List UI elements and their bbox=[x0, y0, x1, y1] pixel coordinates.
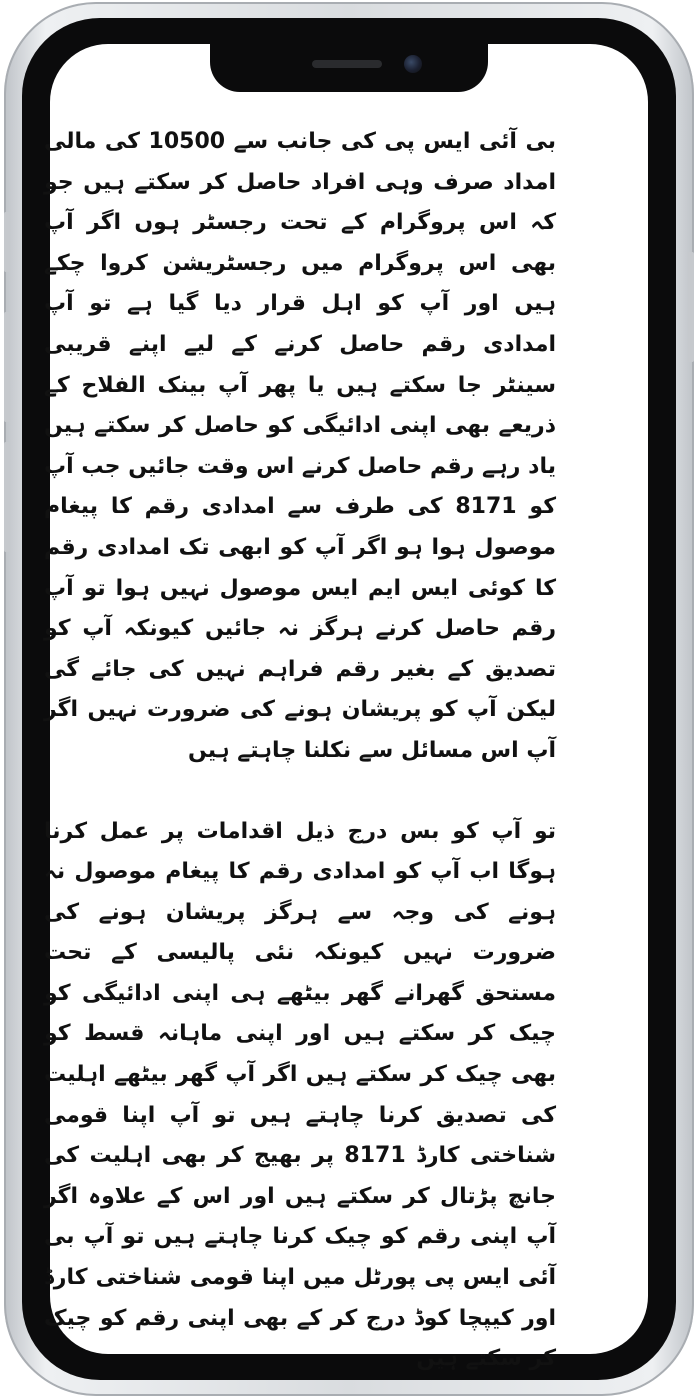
front-camera-icon bbox=[404, 55, 422, 73]
volume-up-button bbox=[4, 312, 10, 422]
phone-notch bbox=[210, 44, 488, 92]
speaker-grille bbox=[312, 60, 382, 68]
article-paragraph-1: بی آئی ایس پی کی جانب سے 10500 کی مالی امداد صرف وہی افراد حاصل کر سکتے ہیں جو کہ اس پروگرام کے تحت رجسٹر ہوں اگر آپ بھی اس پروگرام میں رجسٹریشن کروا چکے ہیں اور آپ کو اہل قرار دیا گیا ہے تو آپ امدادی رقم حاصل کرنے کے لیے اپنے قریبی سینٹر جا سکتے ہیں یا پھر آپ بینک الفلاح کے ذریعے بھی اپنی ادائیگی کو حاصل کر سکتے ہیں یاد رہے رقم حاصل کرنے اس وقت جائیں جب آپ کو 8171 کی طرف سے امدادی رقم کا پیغام موصول ہوا ہو اگر آپ کو ابھی تک امدادی رقم کا کوئی ایس ایم ایس موصول نہیں ہوا تو آپ رقم حاصل کرنے ہرگز نہ جائیں کیونکہ آپ کو تصدیق کے بغیر رقم فراہم نہیں کی جائے گی لیکن آپ کو پریشان ہونے کی ضرورت نہیں اگر آپ اس مسائل سے نکلنا چاہتے ہیں bbox=[44, 129, 556, 763]
power-button bbox=[688, 252, 694, 362]
mute-switch bbox=[4, 212, 10, 272]
volume-down-button bbox=[4, 442, 10, 552]
article-body bbox=[44, 122, 556, 1380]
article-paragraph-2: تو آپ کو بس درج ذیل اقدامات پر عمل کرنا ہوگا اب آپ کو امدادی رقم کا پیغام موصول نہ ہونے کی وجہ سے ہرگز پریشان ہونے کی ضرورت نہیں کیونکہ نئی پالیسی کے تحت مستحق گھرانے گھر بیٹھے ہی اپنی ادائیگی کو چیک کر سکتے ہیں اور اپنی ماہانہ قسط کو بھی چیک کر سکتے ہیں اگر آپ گھر بیٹھے اہلیت کی تصدیق کرنا چاہتے ہیں تو آپ اپنا قومی شناختی کارڈ 8171 پر بھیج کر بھی اہلیت کی جانچ پڑتال کر سکتے ہیں اور اس کے علاوہ اگر آپ اپنی رقم کو چیک کرنا چاہتے ہیں تو آپ بی آئی ایس پی پورٹل میں اپنا قومی شناختی کارڈ اور کیپچا کوڈ درج کر کے بھی اپنی رقم کو چیک کر سکتے ہیں bbox=[44, 818, 556, 1372]
